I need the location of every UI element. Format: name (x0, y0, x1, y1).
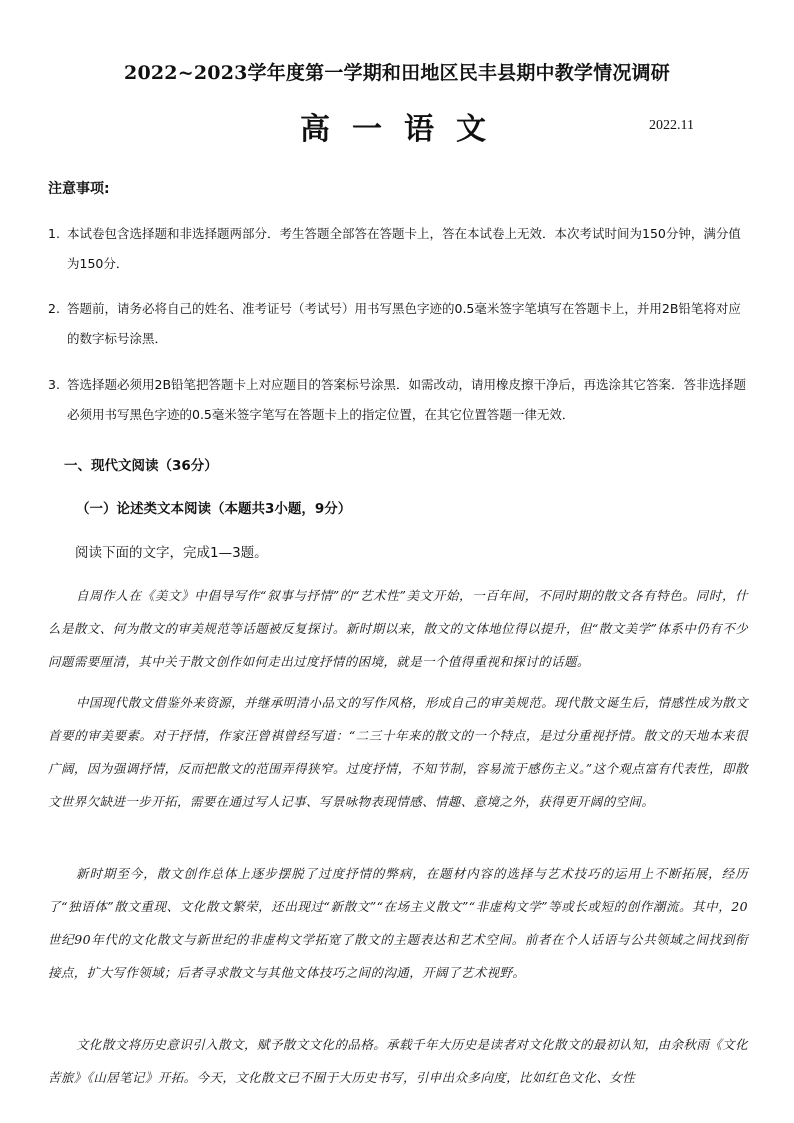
notice-item-number: 1. (48, 226, 60, 241)
exam-date: 2022.11 (649, 118, 694, 133)
subject-title: 高一语文 (300, 112, 508, 147)
exam-title: 2022~2023学年度第一学期和田地区民丰县期中教学情况调研 (124, 62, 670, 84)
reading-instruction: 阅读下面的文字，完成1—3题。 (75, 545, 268, 561)
subsection-heading: （一）论述类文本阅读（本题共3小题，9分） (76, 501, 352, 517)
notice-item-text: 答题前，请务必将自己的姓名、准考证号（考试号）用书写黑色字迹的0.5毫米签字笔填写在答题卡上，并用2B铅笔将对应的数字标号涂黑． (67, 301, 741, 346)
passage-paragraph: 自周作人在《美文》中倡导写作“叙事与抒情”的“艺术性”美文开始，一百年间，不同时期的散文各有特色。同时，什么是散文、何为散文的审美规范等话题被反复探讨。新时期以来，散文的文体地位得以提升，但“散文美学”体系中仍有不少问题需要厘清，其中关于散文创作如何走出过度抒情的困境，就是一个值得重视和探讨的话题。 (48, 588, 748, 669)
notice-item (48, 370, 748, 430)
passage-paragraph: 中国现代散文借鉴外来资源，并继承明清小品文的写作风格，形成自己的审美规范。现代散文诞生后，情感性成为散文首要的审美要素。对于抒情，作家汪曾祺曾经写道：“二三十年来的散文的一个特点，是过分重视抒情。散文的天地本来很广阔，因为强调抒情，反而把散文的范围弄得狭窄。过度抒情，不知节制，容易流于感伤主义。”这个观点富有代表性，即散文世界欠缺进一步开拓，需要在通过写人记事、写景咏物表现情感、情趣、意境之外，获得更开阔的空间。 (48, 695, 748, 809)
section-heading: 一、现代文阅读（36分） (64, 458, 218, 474)
notice-item (48, 219, 748, 279)
notice-item-text: 本试卷包含选择题和非选择题两部分．考生答题全部答在答题卡上，答在本试卷上无效．本次考试时间为150分钟，满分值为150分． (67, 226, 741, 271)
notice-item-number: 2. (48, 301, 60, 316)
notice-item-number: 3. (48, 377, 60, 392)
subject-row (0, 104, 794, 147)
passage-paragraph: 新时期至今，散文创作总体上逐步摆脱了过度抒情的弊病，在题材内容的选择与艺术技巧的运用上不断拓展，经历了“独语体”散文重现、文化散文繁荣，还出现过“新散文”“在场主义散文”“非虚构文学”等或长或短的创作潮流。其中，20世纪90年代的文化散文与新世纪的非虚构文学拓宽了散文的主题表达和艺术空间。前者在个人话语与公共领域之间找到衔接点，扩大写作领域；后者寻求散文与其他文体技巧之间的沟通，开阔了艺术视野。 (48, 866, 748, 980)
notice-item-text: 答选择题必须用2B铅笔把答题卡上对应题目的答案标号涂黑．如需改动，请用橡皮擦干净后，再选涂其它答案．答非选择题必须用书写黑色字迹的0.5毫米签字笔写在答题卡上的指定位置，在其它位置答题一律无效． (67, 377, 747, 422)
passage-paragraph: 文化散文将历史意识引入散文，赋予散文文化的品格。承载千年大历史是读者对文化散文的最初认知，由余秋雨《文化苦旅》《山居笔记》开拓。今天，文化散文已不囿于大历史书写，引申出众多向度，比如红色文化、女性 (48, 1037, 748, 1085)
notice-item (48, 294, 748, 354)
notice-title: 注意事项: (48, 181, 110, 197)
